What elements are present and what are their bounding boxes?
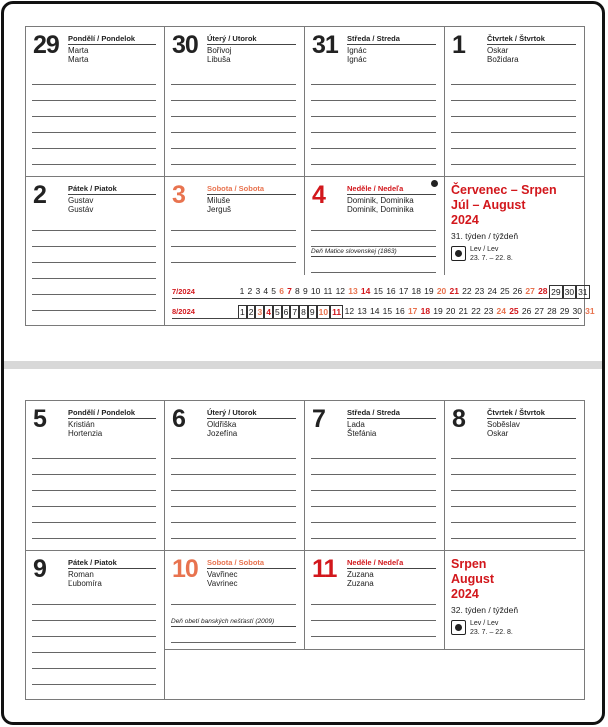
mini-day: 5	[271, 286, 277, 296]
day-name: Čtvrtek / Štvrtok	[487, 35, 576, 45]
mini-day: 25	[500, 286, 510, 296]
write-lines[interactable]	[171, 589, 296, 605]
week-number: 31. týden / týždeň	[451, 231, 519, 241]
mini-day: 24	[487, 286, 497, 296]
mini-day: 1	[239, 286, 245, 296]
week-32-page	[4, 365, 602, 725]
mini-day: 31	[578, 287, 588, 297]
day-number: 2	[33, 181, 46, 209]
mini-day: 7	[292, 307, 298, 317]
mini-day: 21	[449, 286, 459, 296]
week-grid	[25, 400, 585, 700]
mini-day: 26	[512, 286, 523, 296]
day-cell-saturday[interactable]	[165, 551, 305, 649]
day-number: 29	[33, 31, 59, 59]
lion-icon	[451, 620, 466, 635]
mini-day: 21	[458, 306, 469, 316]
day-number: 8	[452, 405, 465, 433]
day-name: Pondělí / Pondelok	[68, 35, 156, 45]
day-name: Neděle / Nedeľa	[347, 559, 436, 569]
mini-day: 19	[424, 286, 434, 296]
mini-day: 12	[335, 286, 346, 296]
mini-day: 23	[474, 286, 485, 296]
day-cell-monday[interactable]	[26, 27, 165, 177]
mini-day: 29	[551, 287, 561, 297]
name-days: Marta Marta	[68, 46, 89, 64]
mini-day: 17	[398, 286, 409, 296]
zodiac	[451, 246, 578, 263]
day-name: Sobota / Sobota	[207, 559, 296, 569]
mini-day: 29	[559, 306, 570, 316]
name-days: Oskar Božidara	[487, 46, 519, 64]
mini-day: 24	[496, 306, 507, 316]
mini-day: 27	[534, 306, 544, 316]
mini-day: 1	[240, 307, 245, 317]
mini-days	[238, 305, 596, 319]
day-number: 10	[172, 555, 198, 583]
mini-day: 9	[309, 307, 315, 317]
mini-day: 10	[310, 286, 321, 296]
day-name: Neděle / Nedeľa	[347, 185, 436, 195]
mini-day: 9	[302, 286, 308, 296]
mini-day: 23	[483, 306, 494, 316]
mini-day: 4	[266, 307, 271, 317]
day-number: 3	[172, 181, 185, 209]
mini-day: 11	[332, 307, 342, 317]
mini-day: 13	[357, 306, 367, 316]
name-days: Bořivoj Libuša	[207, 46, 232, 64]
write-lines[interactable]	[171, 215, 296, 263]
mini-day: 22	[462, 286, 472, 296]
day-cell-friday[interactable]	[26, 177, 165, 325]
mini-day: 8	[295, 286, 300, 296]
day-number: 11	[312, 555, 337, 583]
day-name: Úterý / Utorok	[207, 35, 296, 45]
mini-day: 16	[386, 286, 396, 296]
day-cell-thursday[interactable]	[445, 401, 584, 551]
day-name: Středa / Streda	[347, 35, 436, 45]
holiday-note: Deň Matice slovenskej (1863)	[311, 247, 436, 257]
write-lines[interactable]	[32, 589, 156, 685]
day-cell-tuesday[interactable]	[165, 27, 305, 177]
day-cell-monday[interactable]	[26, 401, 165, 551]
day-cell-friday[interactable]	[26, 551, 165, 699]
mini-day: 30	[572, 306, 582, 316]
write-lines[interactable]	[311, 589, 436, 637]
zodiac-range: 23. 7. – 22. 8.	[470, 254, 513, 262]
name-days: Vavřinec Vavrinec	[207, 570, 238, 588]
day-number: 30	[172, 31, 198, 59]
name-days: Kristián Hortenzia	[68, 420, 103, 438]
mini-day: 4	[263, 286, 269, 296]
month-info	[445, 551, 584, 649]
day-number: 1	[452, 31, 465, 59]
day-name: Pátek / Piatok	[68, 559, 156, 569]
day-cell-thursday[interactable]	[445, 27, 584, 177]
mini-day: 6	[279, 286, 284, 296]
mini-month-label: 7/2024	[172, 287, 195, 296]
mini-day: 12	[344, 306, 355, 316]
mini-day: 19	[433, 306, 443, 316]
zodiac-name: Lev / Lev	[470, 246, 499, 253]
lion-icon	[451, 246, 466, 261]
mini-day: 3	[257, 307, 263, 317]
zodiac-range: 23. 7. – 22. 8.	[470, 628, 513, 636]
mini-days	[238, 285, 590, 299]
mini-day: 7	[287, 286, 292, 296]
week-31-page	[4, 4, 602, 361]
name-days: Oldřiška Jozefína	[207, 420, 238, 438]
name-days: Miluše Jerguš	[207, 196, 232, 214]
month-title-cz: Červenec – Srpen	[451, 183, 557, 197]
month-title-sk: Júl – August	[451, 198, 526, 212]
mini-row-july	[172, 284, 588, 299]
week-number: 32. týden / týždeň	[451, 605, 519, 615]
month-title-cz: Srpen	[451, 557, 487, 571]
day-cell-wednesday[interactable]	[305, 27, 445, 177]
name-days: Lada Štefánia	[347, 420, 377, 438]
write-lines[interactable]	[451, 69, 576, 165]
day-number: 6	[172, 405, 185, 433]
zodiac-name: Lev / Lev	[470, 620, 499, 627]
mini-day: 13	[348, 286, 358, 296]
day-cell-wednesday[interactable]	[305, 401, 445, 551]
planner-spread	[1, 1, 605, 725]
mini-day: 5	[274, 307, 280, 317]
month-year: 2024	[451, 587, 479, 601]
day-name: Pondělí / Pondelok	[68, 409, 156, 419]
name-days: Dominik, Dominika Dominik, Dominika	[347, 196, 414, 214]
month-title-sk: August	[451, 572, 495, 586]
day-number: 9	[33, 555, 46, 583]
name-days: Gustav Gustáv	[68, 196, 94, 214]
day-cell-sunday[interactable]	[305, 177, 445, 275]
mini-day: 31	[585, 306, 595, 316]
month-info	[445, 177, 584, 275]
mini-day: 14	[369, 306, 380, 316]
mini-day: 11	[323, 286, 333, 296]
name-days: Zuzana Zuzana	[347, 570, 374, 588]
write-lines[interactable]	[451, 443, 576, 539]
write-lines[interactable]	[171, 69, 296, 165]
mini-day: 15	[382, 306, 393, 316]
day-cell-sunday[interactable]	[305, 551, 445, 649]
zodiac	[451, 620, 578, 637]
mini-day: 26	[521, 306, 532, 316]
holiday-note: Deň obetí banských nešťastí (2009)	[171, 617, 296, 627]
mini-day: 18	[411, 286, 421, 296]
mini-day: 18	[420, 306, 431, 316]
mini-day: 3	[255, 286, 261, 296]
day-name: Pátek / Piatok	[68, 185, 156, 195]
mini-day: 30	[564, 287, 575, 297]
mini-day: 6	[283, 307, 289, 317]
day-number: 4	[312, 181, 325, 209]
write-lines[interactable]	[32, 69, 156, 165]
mini-day: 22	[471, 306, 481, 316]
mini-day: 10	[318, 307, 329, 317]
mini-day: 14	[360, 286, 371, 296]
day-name: Úterý / Utorok	[207, 409, 296, 419]
day-cell-tuesday[interactable]	[165, 401, 305, 551]
name-days: Soběslav Oskar	[487, 420, 520, 438]
mini-day: 28	[538, 286, 548, 296]
mini-day: 17	[407, 306, 418, 316]
day-number: 5	[33, 405, 46, 433]
day-number: 7	[312, 405, 325, 433]
day-name: Sobota / Sobota	[207, 185, 296, 195]
mini-calendar	[166, 277, 595, 327]
day-cell-saturday[interactable]	[165, 177, 305, 275]
write-lines[interactable]	[311, 443, 436, 539]
mini-day: 16	[395, 306, 405, 316]
write-lines[interactable]	[171, 443, 296, 539]
day-name: Čtvrtek / Štvrtok	[487, 409, 576, 419]
week-grid	[25, 26, 595, 326]
mini-day: 2	[248, 307, 254, 317]
mini-day: 20	[436, 286, 447, 296]
mini-day: 20	[445, 306, 456, 316]
write-lines[interactable]	[311, 69, 436, 165]
mini-row-august	[172, 304, 595, 319]
write-lines[interactable]	[32, 215, 156, 311]
name-days: Roman Ľubomíra	[68, 570, 102, 588]
write-lines[interactable]	[32, 443, 156, 539]
mini-month-label: 8/2024	[172, 307, 195, 316]
name-days: Ignác Ignác	[347, 46, 367, 64]
mini-day: 8	[301, 307, 306, 317]
mini-day: 27	[525, 286, 535, 296]
month-year: 2024	[451, 213, 479, 227]
mini-day: 25	[509, 306, 519, 316]
mini-day: 2	[247, 286, 253, 296]
mini-day: 15	[373, 286, 383, 296]
day-name: Středa / Streda	[347, 409, 436, 419]
day-number: 31	[312, 31, 338, 59]
mini-day: 28	[547, 306, 557, 316]
